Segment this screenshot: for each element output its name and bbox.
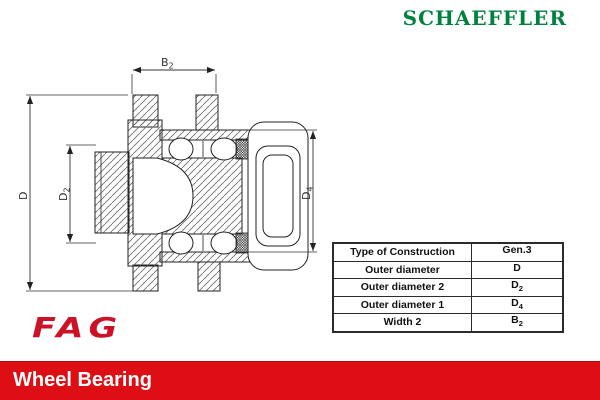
spec-table <box>332 242 564 333</box>
spec-row-outer-diameter <box>333 261 563 279</box>
footer-title: Wheel Bearing <box>13 369 152 391</box>
spec-row-outer-diameter-2 <box>333 279 563 297</box>
dimension-label-d: D <box>17 191 30 200</box>
outer-ring-bottom <box>160 252 252 262</box>
spec-name: Outer diameter <box>365 263 440 276</box>
spec-value: B <box>511 314 519 327</box>
outer-flange <box>248 122 308 270</box>
spec-name: Outer diameter 1 <box>360 298 445 311</box>
schaeffler-logo: SCHAEFFLER <box>402 6 567 30</box>
spec-row-outer-diameter-1 <box>333 296 563 314</box>
spec-value: D <box>511 296 519 309</box>
ball-top-right <box>211 138 237 160</box>
dimension-label-b2: $B_2$ <box>161 56 174 71</box>
stud-block-bottom-left <box>133 265 158 291</box>
flange-ear-top-right <box>196 95 218 130</box>
ball-bottom-right <box>211 232 237 254</box>
spec-value-sub: 4 <box>518 301 523 311</box>
ball-bottom-left <box>169 232 193 254</box>
hub-pilot <box>95 152 129 233</box>
spec-name: Outer diameter 2 <box>360 281 445 294</box>
seal-top <box>236 139 248 159</box>
spec-value: D <box>513 261 521 274</box>
spec-name: Type of Construction <box>350 246 455 259</box>
spec-value-sub: 2 <box>518 284 523 294</box>
dimension-b2 <box>132 56 216 94</box>
spec-value: D <box>511 279 519 292</box>
spec-value-sub: 2 <box>518 319 523 329</box>
ball-top-left <box>169 138 193 160</box>
dimension-label-d4: $D_4$ <box>300 186 315 200</box>
spec-name: Width 2 <box>383 316 422 329</box>
dimension-d2 <box>57 145 96 243</box>
footer-bar <box>0 361 600 400</box>
spec-row-width-2 <box>333 314 563 332</box>
spec-value: Gen.3 <box>502 244 532 256</box>
dimension-label-d2: $D_2$ <box>57 187 72 201</box>
hub-cross-section <box>95 95 308 291</box>
flange-ear-bottom-right <box>198 262 220 291</box>
fag-logo: FAG <box>32 311 123 344</box>
seal-bottom <box>236 233 248 253</box>
outer-ring-top <box>160 130 252 140</box>
spec-row-type <box>333 243 563 261</box>
technical-drawing <box>0 50 330 310</box>
